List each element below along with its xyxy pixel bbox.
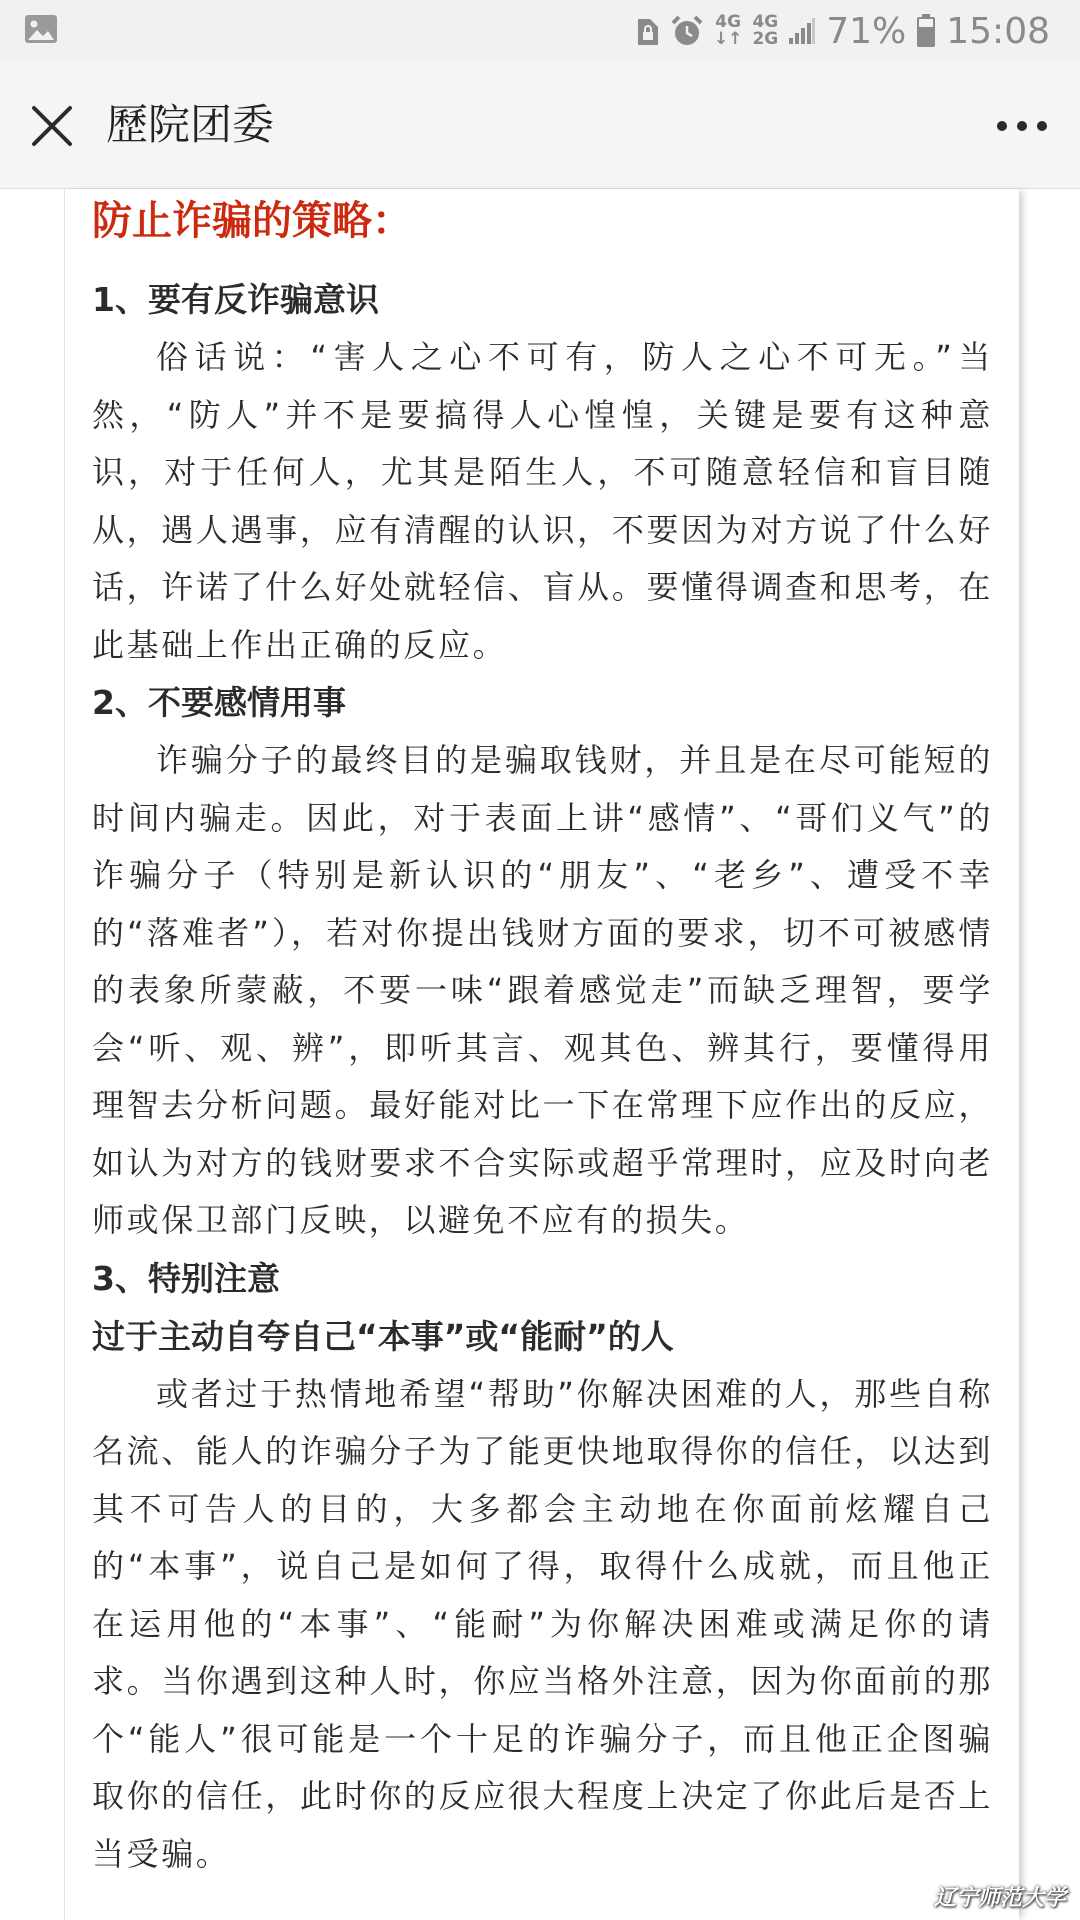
battery-icon [916, 14, 936, 48]
clock-time: 15:08 [946, 10, 1050, 52]
page-title: 歷院团委 [106, 100, 275, 149]
network-4g-indicator: 4G ↓↑ [713, 12, 743, 49]
section-1-paragraph: 俗话说：“害人之心不可有，防人之心不可无。”当然，“防人”并不是要搞得人心惶惶，关键是要有这种意识，对于任何人，尤其是陌生人，不可随意轻信和盲目随从，遇人遇事，应有清醒的认识，不要因为对方说了什么好话，许诺了什么好处就轻信、盲从。要懂得调查和思考，在此基础上作出正确的反应。 [92, 338, 993, 664]
network-4g-2g-indicator: 4G 2G [752, 12, 779, 49]
status-icons [636, 0, 1050, 62]
watermark: 辽宁师范大学 [933, 1886, 1066, 1911]
status-bar [0, 0, 1080, 62]
sim-lock-icon [636, 15, 660, 47]
battery-percent: 71% [826, 10, 907, 52]
article-body [65, 193, 1019, 1883]
alarm-icon [670, 14, 704, 48]
article-heading: 防止诈骗的策略： [92, 198, 412, 244]
article-container[interactable] [64, 189, 1019, 1920]
close-icon[interactable] [28, 102, 76, 150]
more-dots-icon[interactable] [992, 102, 1052, 150]
section-title-2: 2、不要感情用事 [92, 683, 346, 722]
top-nav-bar [0, 62, 1080, 189]
section-3-subtitle: 过于主动自夸自己“本事”或“能耐”的人 [92, 1316, 674, 1356]
section-title-1: 1、要有反诈骗意识 [92, 280, 379, 319]
section-2-paragraph: 诈骗分子的最终目的是骗取钱财，并且是在尽可能短的时间内骗走。因此，对于表面上讲“感情”、“哥们义气”的诈骗分子（特别是新认识的“朋友”、“老乡”、遭受不幸的“落难者”），若对你提出钱财方面的要求，切不可被感情的表象所蒙蔽，不要一味“跟着感觉走”而缺乏理智，要学会“听、观、辨”，即听其言、观其色、辨其行，要懂得用理智去分析问题。最好能对比一下在常理下应作出的反应，如认为对方的钱财要求不合实际或超乎常理时，应及时向老师或保卫部门反映，以避免不应有的损失。 [92, 741, 993, 1239]
signal-icon [788, 17, 816, 45]
section-3-paragraph: 或者过于热情地希望“帮助”你解决困难的人，那些自称名流、能人的诈骗分子为了能更快地取得你的信任，以达到其不可告人的目的，大多都会主动地在你面前炫耀自己的“本事”，说自己是如何了得，取得什么成就，而且他正在运用他的“本事”、“能耐”为你解决困难或满足你的请求。当你遇到这种人时，你应当格外注意，因为你面前的那个“能人”很可能是一个十足的诈骗分子，而且他正企图骗取你的信任，此时你的反应很大程度上决定了你此后是否上当受骗。 [92, 1374, 993, 1873]
section-title-3: 3、特别注意 [92, 1258, 280, 1298]
image-icon [24, 14, 58, 44]
